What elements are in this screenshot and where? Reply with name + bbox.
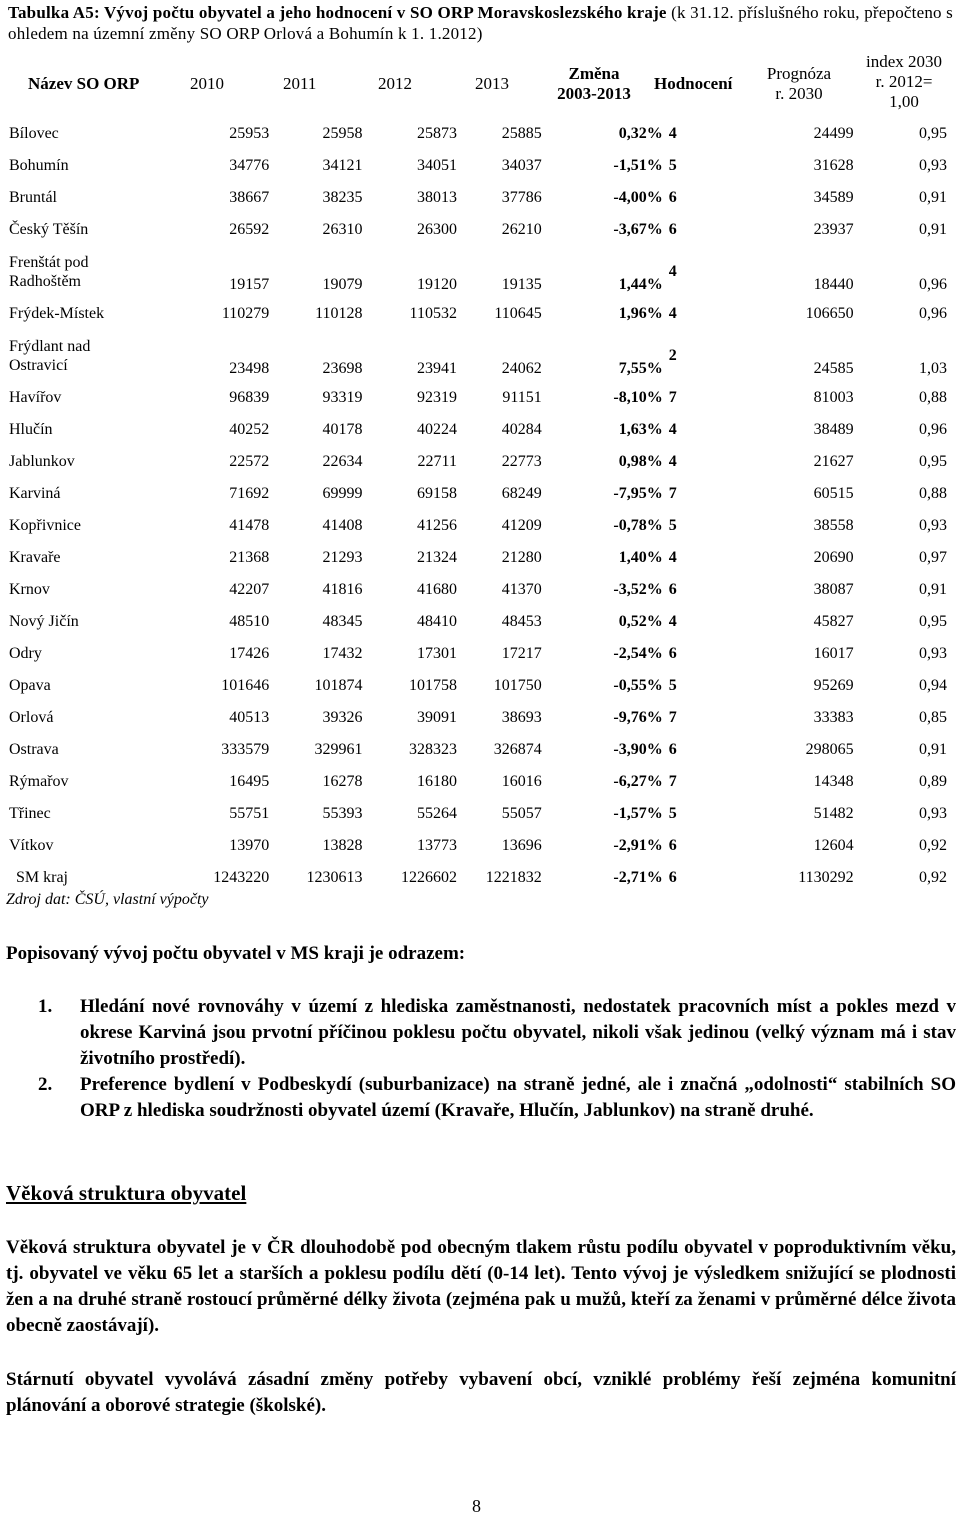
cell-2010: 34776 <box>229 157 270 174</box>
list-item-2: Preference bydlení v Podbeskydí (suburbanizace) na straně jedné, ale i značná „odolnosti“ stabilních SO ORP z hlediska soudržnosti obyvatel území (Kravaře, Hlučín, Jablunkov) na straně druhé. <box>80 1074 956 1121</box>
cell-rating: 4 <box>668 263 677 280</box>
cell-forecast: 51482 <box>813 805 854 822</box>
cell-2010: 23498 <box>229 360 270 377</box>
cell-2012: 25873 <box>416 125 457 142</box>
table-row <box>6 330 950 382</box>
cell-2013: 26210 <box>501 221 542 238</box>
cell-index: 0,93 <box>919 157 947 174</box>
cell-index: 0,91 <box>919 741 947 758</box>
table-caption <box>8 2 954 44</box>
cell-rating: 5 <box>668 157 677 174</box>
table-row <box>6 606 950 638</box>
cell-index: 0,94 <box>919 677 947 694</box>
cell-name: Bohumín <box>9 157 69 174</box>
cell-2010: 13970 <box>229 837 270 854</box>
table-row <box>6 702 950 734</box>
cell-change: 1,63% <box>618 421 663 438</box>
cell-index: 0,88 <box>919 485 947 502</box>
table-row <box>6 574 950 606</box>
cell-index: 0,91 <box>919 581 947 598</box>
cell-2011: 110128 <box>315 305 363 322</box>
cell-2011: 101874 <box>314 677 363 694</box>
cell-2011: 25958 <box>322 125 363 142</box>
cell-forecast: 23937 <box>813 221 854 238</box>
cell-rating: 4 <box>668 421 677 438</box>
cell-name: Nový Jičín <box>9 613 79 630</box>
cell-forecast: 21627 <box>813 453 854 470</box>
cell-change: -9,76% <box>613 709 663 726</box>
section-heading: Věková struktura obyvatel <box>6 1181 247 1205</box>
cell-forecast: 20690 <box>813 549 854 566</box>
cell-rating: 4 <box>668 613 677 630</box>
table-row <box>6 766 950 798</box>
cell-rating: 5 <box>668 517 677 534</box>
cell-2013: 41370 <box>501 581 542 598</box>
cell-rating: 7 <box>668 773 677 790</box>
cell-change: 1,40% <box>618 549 663 566</box>
table-row <box>6 414 950 446</box>
header-index-line3: 1,00 <box>889 92 919 111</box>
cell-name: Ostrava <box>9 741 59 758</box>
cell-2011: 1230613 <box>306 869 363 886</box>
cell-name: Rýmařov <box>9 773 69 790</box>
cell-forecast: 38558 <box>813 517 854 534</box>
cell-name: Bílovec <box>9 125 59 142</box>
cell-2012: 38013 <box>416 189 457 206</box>
cell-2013: 38693 <box>501 709 542 726</box>
header-forecast <box>756 64 842 104</box>
cell-change: -3,90% <box>613 741 663 758</box>
cell-2011: 21293 <box>322 549 363 566</box>
cell-2010: 19157 <box>229 276 270 293</box>
cell-2011: 13828 <box>322 837 363 854</box>
cell-2013: 16016 <box>501 773 542 790</box>
table-row <box>6 214 950 246</box>
cell-index: 0,95 <box>919 453 947 470</box>
cell-change: -8,10% <box>613 389 663 406</box>
cell-2011: 19079 <box>322 276 363 293</box>
table-row <box>6 670 950 702</box>
cell-name: Krnov <box>9 581 50 598</box>
cell-name: Kopřivnice <box>9 517 81 534</box>
cell-forecast: 38087 <box>813 581 854 598</box>
cell-index: 0,95 <box>919 125 947 142</box>
cell-change: 0,52% <box>618 613 663 630</box>
cell-forecast: 298065 <box>805 741 854 758</box>
table-row <box>6 638 950 670</box>
cell-2012: 23941 <box>416 360 457 377</box>
table-row <box>6 298 950 330</box>
cell-2010: 40513 <box>229 709 270 726</box>
cell-forecast: 16017 <box>813 645 854 662</box>
cell-rating: 7 <box>668 485 677 502</box>
cell-change: -2,71% <box>613 869 663 886</box>
cell-change: 7,55% <box>618 360 663 377</box>
table-row <box>6 542 950 574</box>
header-rating: Hodnocení <box>654 74 733 93</box>
header-2012: 2012 <box>378 74 412 93</box>
cell-2012: 34051 <box>416 157 457 174</box>
header-name: Název SO ORP <box>28 74 140 93</box>
cell-rating: 5 <box>668 805 677 822</box>
cell-2013: 48453 <box>501 613 542 630</box>
cell-name <box>6 246 200 298</box>
cell-2012: 13773 <box>416 837 457 854</box>
cell-2012: 22711 <box>417 453 457 470</box>
header-index <box>852 52 956 112</box>
cell-2013: 34037 <box>501 157 542 174</box>
table-row <box>6 150 950 182</box>
table-row <box>6 182 950 214</box>
cell-name <box>6 330 200 382</box>
cell-2010: 16495 <box>229 773 270 790</box>
cell-index: 0,92 <box>919 869 947 886</box>
cell-2011: 55393 <box>322 805 363 822</box>
cell-change: -7,95% <box>613 485 663 502</box>
cell-index: 0,96 <box>919 421 947 438</box>
cell-name: Havířov <box>9 389 62 406</box>
cell-2013: 21280 <box>501 549 542 566</box>
cell-2013: 25885 <box>501 125 542 142</box>
cell-2011: 93319 <box>322 389 363 406</box>
table-row <box>6 446 950 478</box>
cell-2011: 329961 <box>314 741 363 758</box>
cell-name-line1: Frýdlant nad <box>9 338 91 355</box>
cell-2010: 110279 <box>221 305 270 322</box>
cell-forecast: 12604 <box>813 837 854 854</box>
cell-2010: 333579 <box>221 741 270 758</box>
cell-forecast: 45827 <box>813 613 854 630</box>
cell-2013: 55057 <box>501 805 542 822</box>
cell-2011: 48345 <box>322 613 363 630</box>
cell-index: 1,03 <box>919 360 947 377</box>
table-row <box>6 862 950 894</box>
cell-change: -2,54% <box>613 645 663 662</box>
cell-2012: 92319 <box>416 389 457 406</box>
cell-index: 0,97 <box>919 549 947 566</box>
header-change <box>548 64 640 104</box>
cell-2012: 40224 <box>416 421 457 438</box>
cell-2013: 37786 <box>501 189 542 206</box>
cell-forecast: 95269 <box>813 677 854 694</box>
cell-2013: 101750 <box>493 677 542 694</box>
header-change-line2: 2003-2013 <box>557 84 631 103</box>
cell-2011: 39326 <box>322 709 363 726</box>
list-marker-1: 1. <box>38 996 53 1017</box>
cell-2013: 24062 <box>501 360 542 377</box>
cell-name: Český Těšín <box>9 221 89 238</box>
cell-name: SM kraj <box>16 869 68 886</box>
paragraph-1: Věková struktura obyvatel je v ČR dlouhodobě pod obecným tlakem růstu podílu obyvatel v poproduktivním věku, tj. obyvatel ve věku 65 let a starších a poklesu podílu dětí (0-14 let). Tento vývoj je výsledkem snižující se plodnosti žen a na druhé straně rostoucí průměrné délky života (zejména pak u mužů, kteří za ženami v průměrné délce života obecně zaostávají). <box>6 1237 956 1336</box>
cell-2013: 41209 <box>501 517 542 534</box>
cell-name: Bruntál <box>9 189 57 206</box>
cell-rating: 7 <box>668 709 677 726</box>
cell-2012: 110532 <box>409 305 457 322</box>
cell-2012: 41256 <box>416 517 457 534</box>
cell-2013: 1221832 <box>485 869 542 886</box>
cell-2013: 91151 <box>502 389 542 406</box>
cell-index: 0,96 <box>919 276 947 293</box>
cell-change: -3,67% <box>613 221 663 238</box>
cell-name: Orlová <box>9 709 54 726</box>
cell-2012: 55264 <box>416 805 457 822</box>
cell-2010: 96839 <box>229 389 270 406</box>
cell-2010: 1243220 <box>213 869 270 886</box>
cell-name: Karviná <box>9 485 61 502</box>
table-row <box>6 118 950 150</box>
paragraph-2: Stárnutí obyvatel vyvolává zásadní změny potřeby vybavení obcí, vzniklé problémy řeší zejména komunitní plánování a oborové strategie (školské). <box>6 1369 956 1416</box>
cell-change: 0,98% <box>618 453 663 470</box>
cell-forecast: 24499 <box>813 125 854 142</box>
cell-change: -0,55% <box>613 677 663 694</box>
cell-change: 1,96% <box>618 305 663 322</box>
cell-name: Vítkov <box>9 837 54 854</box>
header-index-line1: index 2030 <box>865 52 943 71</box>
population-table <box>6 118 950 894</box>
cell-2011: 23698 <box>322 360 363 377</box>
cell-2011: 22634 <box>322 453 363 470</box>
source-note: Zdroj dat: ČSÚ, vlastní výpočty <box>6 891 209 908</box>
lead-heading: Popisovaný vývoj počtu obyvatel v MS kraji je odrazem: <box>6 943 466 964</box>
list-item-1: Hledání nové rovnováhy v území z hlediska zaměstnanosti, nedostatek pracovních míst a pokles mezd v okrese Karviná jsou prvotní příčinou poklesu počtu obyvatel, nikoli však jedinou (velký význam má i stav životního prostředí). <box>80 996 956 1069</box>
cell-forecast: 34589 <box>813 189 854 206</box>
cell-change: -6,27% <box>613 773 663 790</box>
cell-change: -2,91% <box>613 837 663 854</box>
cell-name: Opava <box>9 677 51 694</box>
cell-rating: 5 <box>668 677 677 694</box>
cell-rating: 6 <box>668 869 677 886</box>
cell-2011: 16278 <box>322 773 363 790</box>
cell-name: Třinec <box>9 805 51 822</box>
cell-forecast: 1130292 <box>798 869 854 886</box>
cell-2012: 69158 <box>416 485 457 502</box>
cell-name: Kravaře <box>9 549 61 566</box>
cell-forecast: 106650 <box>805 305 854 322</box>
cell-2013: 19135 <box>501 276 542 293</box>
cell-2013: 40284 <box>501 421 542 438</box>
list-marker-2: 2. <box>38 1074 53 1095</box>
cell-2010: 25953 <box>229 125 270 142</box>
cell-index: 0,92 <box>919 837 947 854</box>
cell-2013: 13696 <box>501 837 542 854</box>
cell-rating: 6 <box>668 837 677 854</box>
cell-2010: 17426 <box>229 645 270 662</box>
cell-2010: 40252 <box>229 421 270 438</box>
cell-forecast: 38489 <box>813 421 854 438</box>
cell-forecast: 31628 <box>813 157 854 174</box>
cell-forecast: 14348 <box>813 773 854 790</box>
header-change-line1: Změna <box>568 64 620 83</box>
header-forecast-line1: Prognóza <box>766 64 832 83</box>
cell-2010: 101646 <box>221 677 270 694</box>
caption-normal: (k 31.12. příslušného roku, přepočteno s ohledem na územní změny SO ORP Orlová a Bohumín k 1. 1.2012) <box>8 3 953 43</box>
cell-rating: 2 <box>668 347 677 364</box>
caption-bold: Tabulka A5: Vývoj počtu obyvatel a jeho hodnocení v SO ORP Moravskoslezského kraje <box>8 3 672 22</box>
cell-2010: 42207 <box>229 581 270 598</box>
cell-2010: 71692 <box>229 485 270 502</box>
cell-forecast: 60515 <box>813 485 854 502</box>
cell-rating: 6 <box>668 189 677 206</box>
cell-name: Odry <box>9 645 42 662</box>
cell-2013: 326874 <box>493 741 542 758</box>
cell-2012: 21324 <box>416 549 457 566</box>
cell-change: -0,78% <box>613 517 663 534</box>
cell-index: 0,93 <box>919 517 947 534</box>
cell-2012: 41680 <box>416 581 457 598</box>
cell-2011: 41408 <box>322 517 363 534</box>
cell-2012: 39091 <box>416 709 457 726</box>
cell-change: 1,44% <box>618 276 663 293</box>
cell-forecast: 24585 <box>813 360 854 377</box>
cell-2011: 34121 <box>322 157 363 174</box>
cell-forecast: 81003 <box>813 389 854 406</box>
cell-rating: 6 <box>668 221 677 238</box>
cell-index: 0,93 <box>919 645 947 662</box>
cell-2012: 17301 <box>416 645 457 662</box>
cell-2013: 68249 <box>501 485 542 502</box>
header-forecast-line2: r. 2030 <box>775 84 823 103</box>
cell-2010: 38667 <box>229 189 270 206</box>
cell-change: -3,52% <box>613 581 663 598</box>
cell-name-line2: Ostravicí <box>9 357 68 374</box>
cell-2011: 41816 <box>322 581 363 598</box>
cell-rating: 6 <box>668 645 677 662</box>
table-row <box>6 798 950 830</box>
cell-2010: 48510 <box>229 613 270 630</box>
cell-rating: 6 <box>668 741 677 758</box>
cell-2013: 110645 <box>494 305 542 322</box>
cell-index: 0,91 <box>919 221 947 238</box>
cell-2012: 48410 <box>416 613 457 630</box>
table-row <box>6 830 950 862</box>
cell-rating: 7 <box>668 389 677 406</box>
cell-2010: 26592 <box>229 221 270 238</box>
cell-change: -4,00% <box>613 189 663 206</box>
cell-index: 0,95 <box>919 613 947 630</box>
cell-index: 0,85 <box>919 709 947 726</box>
cell-name-line2: Radhoštěm <box>9 273 81 290</box>
cell-rating: 6 <box>668 581 677 598</box>
table-row <box>6 478 950 510</box>
cell-2012: 16180 <box>416 773 457 790</box>
table-row <box>6 734 950 766</box>
cell-2010: 22572 <box>229 453 270 470</box>
header-2011: 2011 <box>283 74 317 93</box>
cell-rating: 4 <box>668 125 677 142</box>
header-index-line2: r. 2012= <box>875 72 933 91</box>
cell-2013: 22773 <box>501 453 542 470</box>
cell-2011: 26310 <box>322 221 363 238</box>
cell-forecast: 18440 <box>813 276 854 293</box>
header-2013: 2013 <box>475 74 509 93</box>
cell-name: Frýdek-Místek <box>9 305 105 322</box>
table-row <box>6 246 950 298</box>
cell-change: -1,57% <box>613 805 663 822</box>
cell-2012: 328323 <box>408 741 457 758</box>
cell-2012: 1226602 <box>400 869 457 886</box>
cell-2010: 55751 <box>229 805 270 822</box>
cell-forecast: 33383 <box>813 709 854 726</box>
cell-change: 0,32% <box>618 125 663 142</box>
cell-2012: 19120 <box>416 276 457 293</box>
cell-index: 0,96 <box>919 305 947 322</box>
cell-index: 0,91 <box>919 189 947 206</box>
cell-name: Jablunkov <box>9 453 75 470</box>
cell-rating: 4 <box>668 453 677 470</box>
cell-2012: 101758 <box>408 677 457 694</box>
table-row <box>6 510 950 542</box>
table-row <box>6 382 950 414</box>
cell-2011: 69999 <box>322 485 363 502</box>
cell-name: Hlučín <box>9 421 53 438</box>
page-number: 8 <box>472 1496 481 1516</box>
cell-2011: 38235 <box>322 189 363 206</box>
cell-name-line1: Frenštát pod <box>9 254 89 271</box>
header-2010: 2010 <box>190 74 224 93</box>
cell-index: 0,88 <box>919 389 947 406</box>
cell-2013: 17217 <box>501 645 542 662</box>
cell-rating: 4 <box>668 305 677 322</box>
cell-2011: 40178 <box>322 421 363 438</box>
cell-2011: 17432 <box>322 645 363 662</box>
cell-2012: 26300 <box>416 221 457 238</box>
cell-2010: 21368 <box>229 549 270 566</box>
cell-change: -1,51% <box>613 157 663 174</box>
cell-index: 0,89 <box>919 773 947 790</box>
cell-2010: 41478 <box>229 517 270 534</box>
cell-index: 0,93 <box>919 805 947 822</box>
cell-rating: 4 <box>668 549 677 566</box>
